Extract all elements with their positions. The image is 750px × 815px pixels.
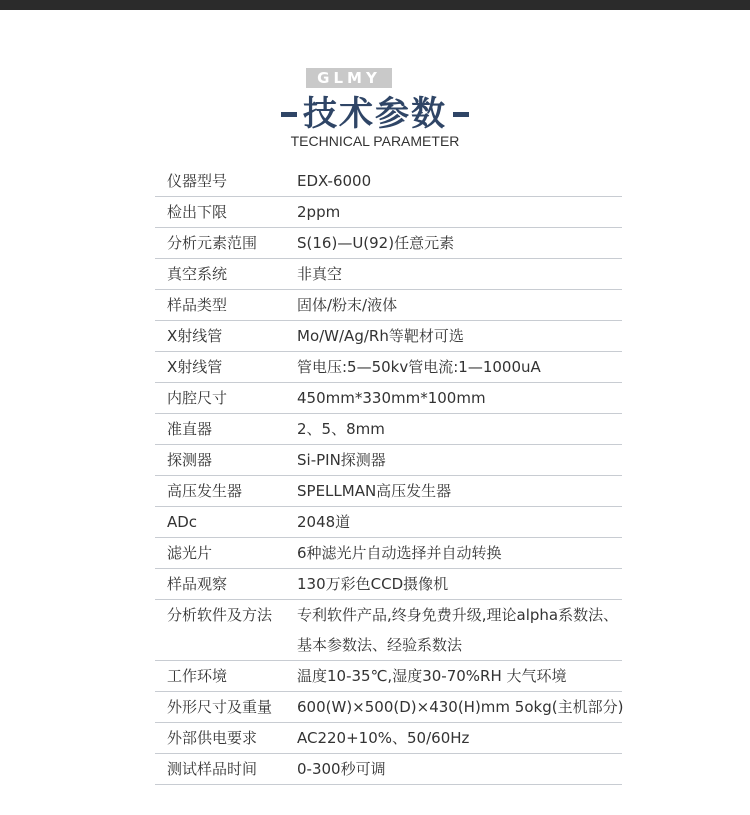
spec-row-sample-observation [155,569,622,600]
spec-label: 外形尺寸及重量 [167,698,273,716]
spec-label: 探测器 [167,451,213,469]
title-left-dash [281,112,297,117]
spec-label: X射线管 [167,327,223,345]
spec-value: Si-PIN探测器 [297,451,386,469]
spec-value: 600(W)×500(D)×430(H)mm 5okg(主机部分) [297,698,624,716]
spec-table [155,166,622,785]
spec-value: 温度10-35℃,湿度30-70%RH 大气环境 [297,667,567,685]
spec-row-environment [155,661,622,692]
spec-label: 高压发生器 [167,482,243,500]
spec-label: 样品类型 [167,296,228,314]
spec-row-vacuum [155,259,622,290]
spec-value [297,600,622,660]
spec-row-detector [155,445,622,476]
spec-label: 样品观察 [167,575,228,593]
spec-value: S(16)—U(92)任意元素 [297,234,455,252]
spec-row-collimator [155,414,622,445]
spec-value: EDX-6000 [297,172,372,190]
spec-row-detection-limit [155,197,622,228]
spec-row-model [155,166,622,197]
spec-value: 2048道 [297,513,351,531]
spec-value: SPELLMAN高压发生器 [297,482,452,500]
spec-label: X射线管 [167,358,223,376]
spec-label: ADc [167,513,198,531]
spec-label: 测试样品时间 [167,760,258,778]
spec-label: 内腔尺寸 [167,389,228,407]
spec-row-hv-generator [155,476,622,507]
spec-value: 2、5、8mm [297,420,385,438]
title-row [0,92,750,136]
spec-value-line-1: 专利软件产品,终身免费升级,理论alpha系数法、 [297,606,619,624]
spec-label: 分析元素范围 [167,234,258,252]
spec-value: 2ppm [297,203,341,221]
spec-row-element-range [155,228,622,259]
spec-row-dimensions-weight [155,692,622,723]
spec-row-power-supply [155,723,622,754]
spec-value: Mo/W/Ag/Rh等靶材可选 [297,327,464,345]
top-bar [0,0,750,10]
spec-label: 工作环境 [167,667,228,685]
spec-label: 真空系统 [167,265,228,283]
spec-row-filter [155,538,622,569]
spec-row-sample-type [155,290,622,321]
spec-value: 6种滤光片自动选择并自动转换 [297,544,502,562]
spec-row-test-time [155,754,622,785]
spec-row-software [155,600,622,661]
spec-value: 管电压:5—50kv管电流:1—1000uA [297,358,541,376]
spec-label: 分析软件及方法 [167,606,273,624]
spec-label: 外部供电要求 [167,729,258,747]
spec-row-adc [155,507,622,538]
spec-value: 固体/粉末/液体 [297,296,398,314]
spec-value: 0-300秒可调 [297,760,386,778]
spec-value: AC220+10%、50/60Hz [297,729,470,747]
page-title: 技术参数 [303,94,447,134]
spec-label: 检出下限 [167,203,228,221]
spec-label: 仪器型号 [167,172,228,190]
spec-label: 滤光片 [167,544,213,562]
page-subtitle: TECHNICAL PARAMETER [290,133,460,149]
spec-row-xray-tube-target [155,321,622,352]
spec-value: 130万彩色CCD摄像机 [297,575,449,593]
spec-row-xray-tube-power [155,352,622,383]
title-right-dash [453,112,469,117]
spec-value-line-2: 基本参数法、经验系数法 [297,636,463,654]
spec-label: 准直器 [167,420,213,438]
brand-logo: GLMY [306,68,392,88]
spec-row-chamber-size [155,383,622,414]
spec-value: 450mm*330mm*100mm [297,389,486,407]
spec-value: 非真空 [297,265,343,283]
